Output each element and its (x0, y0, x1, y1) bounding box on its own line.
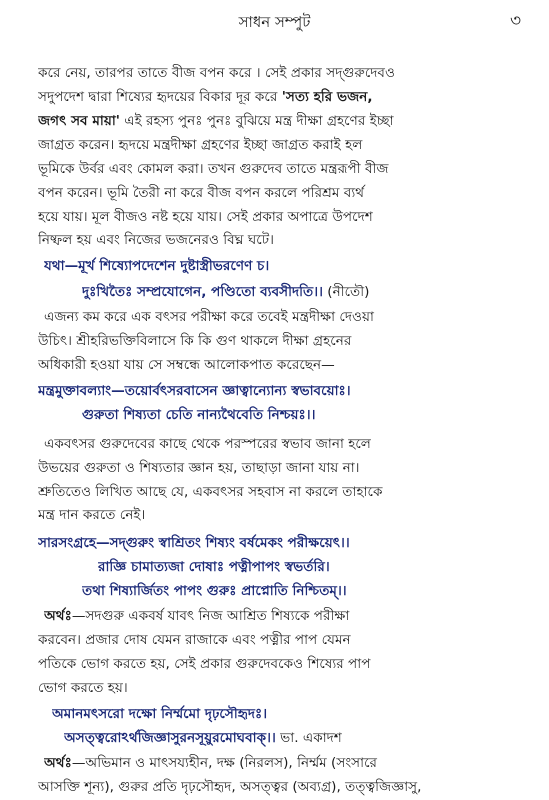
verse-source: (নীতৌ) (322, 283, 370, 300)
verse-3-line-2: রাজ্ঞি চামাত্যজা দোষাঃ পত্নীপাপং স্বভর্তরি। (98, 558, 330, 575)
paragraph-1-line-7: হয়ে যায়। মূল বীজও নষ্ট হয়ে যায়। সেই প্রকার অপাত্রে উপদেশ (38, 208, 373, 225)
verse-text: দুঃখিতৈঃ সম্প্রযোগেন, পণ্ডিতো ব্যবসীদতি।। (82, 283, 323, 300)
paragraph-2-line-3: অধিকারী হওয়া যায় সে সম্বন্ধে আলোকপাত করেছেন— (38, 357, 335, 374)
verse-2-line-2: গুরুতা শিষ্যতা চেতি নান্যথৈবেতি নিশ্চয়ঃ।। (82, 406, 316, 423)
paragraph-1-line-4: জাগ্রত করেন। হৃদয়ে মন্ত্রদীক্ষা গ্রহণের ইচ্ছা জাগ্রত করাই হল (38, 136, 363, 153)
paragraph-1-line-3 (38, 110, 516, 132)
page-number: ৩ (509, 11, 521, 31)
verse-3-line-1: সারসংগ্রহে—সদ্গুরুং স্বাশ্রিতং শিষ্যং বর্ষমেকং পরীক্ষয়েৎ।। (38, 534, 350, 551)
running-header: সাধন সম্পুট (238, 13, 311, 31)
text-run: —সদগুরু একবর্ষ যাবৎ নিজ আশ্রিত শিষ্যকে পরীক্ষা (71, 608, 350, 625)
paragraph-4-line-1 (44, 605, 522, 627)
paragraph-2-line-2: উচিৎ। শ্রীহরিভক্তিবিলাসে কি কি গুণ থাকলে দীক্ষা গ্রহনের (38, 333, 352, 350)
paragraph-3-line-1: একবৎসর গুরুদেবের কাছে থেকে পরস্পরের স্বভাব জানা হলে (44, 435, 371, 452)
paragraph-5-line-2: আসক্তি শূন্য), গুরুর প্রতি দৃঢ়সৌহৃদ, অসত্ত্বর (অব্যগ্র), তত্ত্বজিজ্ঞাসু, (38, 779, 422, 795)
verse-1-line-2 (82, 281, 522, 303)
meaning-label: অর্থঃ (44, 608, 72, 625)
verse-source: ভা. একাদশ (275, 729, 342, 746)
verse-text: অসত্ত্বরোঽর্থজিজ্ঞাসুরনসূয়ুরমোঘবাক্।। (64, 729, 276, 746)
quote-bold: জগৎ সব মায়া' (38, 112, 120, 129)
meaning-label: অর্থঃ (44, 755, 72, 772)
paragraph-4-line-3: পতিকে ভোগ করতে হয়, সেই প্রকার গুরুদেবকেও শিষ্যের পাপ (38, 656, 371, 672)
paragraph-2-line-1: এজন্য কম করে এক বৎসর পরীক্ষা করে তবেই মন্ত্রদীক্ষা দেওয়া (44, 309, 374, 326)
verse-4-line-1: অমানমৎসরো দক্ষো নির্ম্মমো দৃঢ়সৌহৃদঃ। (52, 705, 268, 722)
verse-3-line-3: তথা শিষ্যার্জিতং পাপং গুরুঃ প্রাপ্নোতি নিশ্চিতম্।। (82, 582, 347, 599)
paragraph-1-line-5: ভূমিকে উর্বর এবং কোমল করা। তখন গুরুদেব তাতে মন্ত্ররূপী বীজ (38, 160, 389, 177)
verse-1-line-1: যথা—মূর্খ শিষ্যোপদেশেন দুষ্টাস্ত্রীভরণেণ চ। (44, 258, 270, 274)
quote-bold: 'সত্য হরি ভজন, (281, 88, 373, 105)
text-run: এই রহস্য পুনঃ পুনঃ বুঝিয়ে মন্ত্র দীক্ষা গ্রহণের ইচ্ছা (119, 112, 394, 129)
verse-4-line-2 (64, 727, 516, 749)
paragraph-4-line-2: করবেন। প্রজার দোষ যেমন রাজাকে এবং পত্নীর পাপ যেমন (38, 632, 351, 649)
verse-2-line-1: মন্ত্রমুক্তাবল্যাং—তয়োর্বৎসরবাসেন জ্ঞাত্বান্যোন্য স্বভাবয়োঃ। (38, 382, 351, 399)
paragraph-1-line-8: নিষ্ফল হয় এবং নিজের ভজনেরও বিঘ্ন ঘটে। (38, 232, 274, 249)
paragraph-4-line-4: ভোগ করতে হয়। (38, 679, 128, 696)
paragraph-5-line-1 (44, 752, 522, 774)
paragraph-3-line-2: উভয়ের গুরুতা ও শিষ্যতার জ্ঞান হয়, তাছাড়া জানা যায় না। (38, 459, 360, 476)
paragraph-1-line-2 (38, 86, 516, 108)
paragraph-1-line-6: বপন করেন। ভূমি তৈরী না করে বীজ বপন করলে পরিশ্রম ব্যর্থ (38, 184, 365, 201)
paragraph-1-line-1: করে নেয়, তারপর তাতে বীজ বপন করে । সেই প্রকার সদ্গুরুদেবও (38, 65, 396, 81)
paragraph-3-line-4: মন্ত্র দান করতে নেই। (38, 507, 146, 524)
paragraph-3-line-3: শ্রুতিতেও লিখিত আছে যে, একবৎসর সহবাস না করলে তাহাকে (38, 483, 383, 500)
text-run: সদুপদেশ দ্বারা শিষ্যের হৃদয়ের বিকার দূর করে (38, 88, 282, 105)
text-run: —অভিমান ও মাৎসয্যহীন, দক্ষ (নিরলস), নির্ম্মম (সংসারে (71, 755, 378, 772)
